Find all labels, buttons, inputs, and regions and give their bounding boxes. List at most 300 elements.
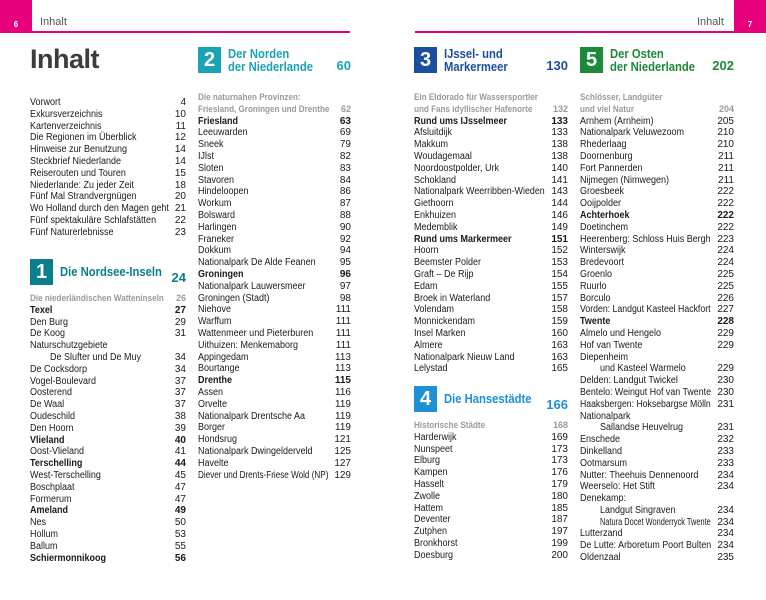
entry-title: Oosterend <box>30 387 73 399</box>
toc-entry[interactable] <box>198 352 351 364</box>
toc-entry[interactable] <box>198 234 351 246</box>
toc-entry[interactable] <box>414 269 568 281</box>
entry-title: Franeker <box>198 233 235 245</box>
entry-title: Diepenheim <box>580 351 629 363</box>
entry-page: 26 <box>175 293 186 303</box>
entry-page: 111 <box>335 327 351 339</box>
entry-page: 88 <box>339 209 351 221</box>
entry-title: Borger <box>198 422 226 434</box>
entry-page: 111 <box>335 304 351 316</box>
header-rule-right <box>415 31 766 33</box>
entry-page: 63 <box>339 115 351 127</box>
entry-page: 15 <box>174 167 186 179</box>
entry-page: 176 <box>551 467 568 479</box>
entry-title: Formerum <box>30 493 72 505</box>
entry-page: 92 <box>339 233 351 245</box>
toc-entry[interactable] <box>30 411 186 423</box>
toc-entry[interactable] <box>198 269 351 281</box>
toc-entry[interactable] <box>580 363 734 375</box>
entry-page: 40 <box>174 434 186 446</box>
entry-page: 141 <box>551 174 568 186</box>
entry-page: 29 <box>174 316 186 328</box>
entry-title: Kampen <box>414 467 448 479</box>
entry-title: Ootmarsum <box>580 457 628 469</box>
section-heading <box>414 47 568 75</box>
entry-title: Hattem <box>414 502 444 514</box>
toc-entry[interactable] <box>414 151 568 163</box>
toc-entry[interactable] <box>580 517 734 529</box>
section-subtitle[interactable] <box>198 92 351 104</box>
toc-entry[interactable] <box>198 363 351 375</box>
entry-title: Enkhuizen <box>414 209 457 221</box>
toc-entry[interactable] <box>580 411 734 423</box>
toc-entry[interactable] <box>198 470 351 482</box>
toc-entry[interactable] <box>580 340 734 352</box>
entry-page: 113 <box>335 363 351 375</box>
toc-entry[interactable] <box>414 363 568 375</box>
toc-entry[interactable] <box>414 139 568 151</box>
toc-entry[interactable] <box>30 305 186 317</box>
entry-page: 12 <box>174 132 186 144</box>
entry-title: Monnickendam <box>414 316 476 328</box>
section-page: 202 <box>712 58 734 73</box>
page-number-tab-left <box>0 0 32 32</box>
toc-entry[interactable] <box>580 198 734 210</box>
entry-title: Nationalpark Dwingelderveld <box>198 445 313 457</box>
entry-title: Woudagemaal <box>414 150 472 162</box>
entry-title: Reiserouten und Touren <box>30 167 126 179</box>
entry-page: 44 <box>174 458 186 470</box>
toc-entry[interactable] <box>414 175 568 187</box>
toc-entry[interactable] <box>414 198 568 210</box>
entry-page: 222 <box>717 186 734 198</box>
toc-entry[interactable] <box>30 144 186 156</box>
entry-page: 222 <box>717 198 734 210</box>
toc-entry[interactable] <box>580 257 734 269</box>
toc-entry[interactable] <box>580 222 734 234</box>
entry-page: 45 <box>174 469 186 481</box>
toc-entry[interactable] <box>580 151 734 163</box>
toc-entry[interactable] <box>30 109 186 121</box>
toc-entry[interactable] <box>580 281 734 293</box>
toc-entry[interactable] <box>580 352 734 364</box>
running-title-left: Inhalt <box>40 16 67 28</box>
entry-title: Harlingen <box>198 221 237 233</box>
toc-entry[interactable] <box>414 352 568 364</box>
entry-page: 230 <box>717 386 734 398</box>
toc-entry[interactable] <box>30 482 186 494</box>
toc-entry[interactable] <box>30 517 186 529</box>
entry-title: Assen <box>198 386 224 398</box>
toc-entry[interactable] <box>30 505 186 517</box>
toc-entry[interactable] <box>30 203 186 215</box>
toc-entry[interactable] <box>198 210 351 222</box>
toc-entry[interactable] <box>198 257 351 269</box>
toc-entry[interactable] <box>30 317 186 329</box>
entry-page: 143 <box>551 186 568 198</box>
entry-page: 211 <box>718 162 734 174</box>
toc-entry[interactable] <box>30 97 186 109</box>
entry-page: 82 <box>339 150 351 162</box>
toc-entry[interactable] <box>30 387 186 399</box>
entry-page: 179 <box>551 478 568 490</box>
toc-entry[interactable] <box>580 304 734 316</box>
section-subtitle[interactable] <box>414 104 568 116</box>
entry-page: 169 <box>551 431 568 443</box>
toc-entry[interactable] <box>198 458 351 470</box>
section-4 <box>414 386 568 562</box>
section-title <box>444 393 532 406</box>
entry-title: Nationalpark Weerribben-Wieden <box>414 186 545 198</box>
toc-entry[interactable] <box>30 494 186 506</box>
entry-title: Hasselt <box>414 478 445 490</box>
entry-page: 158 <box>551 304 568 316</box>
section-subtitle[interactable] <box>198 104 351 116</box>
toc-entry[interactable] <box>580 552 734 564</box>
toc-entry[interactable] <box>414 293 568 305</box>
toc-entry[interactable] <box>30 132 186 144</box>
section-title <box>444 48 508 73</box>
toc-entry[interactable] <box>580 175 734 187</box>
toc-entry[interactable] <box>198 387 351 399</box>
toc-entry[interactable] <box>580 210 734 222</box>
entry-title: Ballum <box>30 540 58 552</box>
entry-page: 154 <box>551 268 568 280</box>
toc-entry[interactable] <box>414 455 568 467</box>
toc-entry[interactable] <box>580 375 734 387</box>
toc-entry[interactable] <box>198 316 351 328</box>
entry-title: Giethoorn <box>414 198 454 210</box>
entry-page: 210 <box>717 127 734 139</box>
entry-page: 132 <box>552 103 568 114</box>
entry-title: Wattenmeer und Pieterburen <box>198 327 314 339</box>
toc-entry[interactable] <box>414 467 568 479</box>
toc-entry[interactable] <box>414 550 568 562</box>
toc-entry[interactable] <box>198 328 351 340</box>
entry-page: 204 <box>718 103 734 114</box>
entry-page: 98 <box>339 292 351 304</box>
toc-entry[interactable] <box>580 127 734 139</box>
toc-entry[interactable] <box>30 328 186 340</box>
toc-entry[interactable] <box>414 432 568 444</box>
toc-entry[interactable] <box>414 222 568 234</box>
toc-entry[interactable] <box>198 293 351 305</box>
toc-entry[interactable] <box>30 458 186 470</box>
toc-entry[interactable] <box>30 423 186 435</box>
entry-page: 165 <box>551 363 568 375</box>
toc-entry[interactable] <box>30 352 186 364</box>
toc-entry[interactable] <box>198 116 351 128</box>
toc-entry[interactable] <box>414 281 568 293</box>
entry-title: Steckbrief Niederlande <box>30 155 122 167</box>
entry-title: Hof van Twente <box>580 339 643 351</box>
entry-title: Harderwijk <box>414 431 457 443</box>
toc-entry[interactable] <box>30 364 186 376</box>
toc-entry[interactable] <box>30 180 186 192</box>
toc-entry[interactable] <box>580 139 734 151</box>
entry-page: 234 <box>717 469 734 481</box>
entry-title: Rhederlaag <box>580 139 627 151</box>
entry-page: 38 <box>174 410 186 422</box>
section-title <box>610 48 695 73</box>
toc-entry[interactable] <box>198 198 351 210</box>
entry-page: 234 <box>717 516 734 528</box>
section-subtitle[interactable] <box>30 293 186 305</box>
entry-page: 200 <box>551 549 568 561</box>
entry-title: Vlieland <box>30 434 65 446</box>
entry-title: Oudeschild <box>30 410 76 422</box>
entry-page: 111 <box>335 316 351 328</box>
toc-entry[interactable] <box>414 328 568 340</box>
entry-title: Denekamp: <box>580 493 627 505</box>
toc-entry[interactable] <box>580 493 734 505</box>
entry-title: Warffum <box>198 316 232 328</box>
toc-entry[interactable] <box>198 446 351 458</box>
toc-entry[interactable] <box>414 491 568 503</box>
entry-page: 37 <box>174 375 186 387</box>
toc-entry[interactable] <box>30 553 186 565</box>
entry-title: Havelte <box>198 457 229 469</box>
entry-title: Twente <box>580 316 611 328</box>
toc-entry[interactable] <box>30 156 186 168</box>
entry-page: 31 <box>174 328 186 340</box>
section-title-line: IJssel- und <box>444 47 503 61</box>
entry-page: 155 <box>551 280 568 292</box>
toc-entry[interactable] <box>580 470 734 482</box>
toc-entry[interactable] <box>580 328 734 340</box>
entry-title: Hondsrug <box>198 434 238 446</box>
entry-title: Borculo <box>580 292 611 304</box>
entry-page: 113 <box>335 351 351 363</box>
toc-entry[interactable] <box>414 479 568 491</box>
entry-title: Nutter: Theehuis Dennenoord <box>580 469 699 481</box>
entry-title: Ein Eldorado für Wassersportler <box>414 92 538 102</box>
section-title-line: der Niederlande <box>610 59 696 74</box>
entry-page: 235 <box>717 552 734 564</box>
toc-entry[interactable] <box>30 399 186 411</box>
entry-title: Groningen <box>198 268 244 280</box>
toc-entry[interactable] <box>198 375 351 387</box>
entry-title: Niederlande: Zu jeder Zeit <box>30 179 135 191</box>
entry-title: Schokland <box>414 174 457 186</box>
toc-entry[interactable] <box>580 540 734 552</box>
toc-entry[interactable] <box>414 316 568 328</box>
toc-entry[interactable] <box>414 245 568 257</box>
section-number-badge: 2 <box>198 47 221 73</box>
toc-entry[interactable] <box>414 526 568 538</box>
entry-page: 197 <box>551 526 568 538</box>
entry-title: Nes <box>30 517 47 529</box>
toc-entry[interactable] <box>414 444 568 456</box>
toc-entry[interactable] <box>198 281 351 293</box>
toc-entry[interactable] <box>580 446 734 458</box>
toc-entry[interactable] <box>580 163 734 175</box>
toc-entry[interactable] <box>30 435 186 447</box>
entry-page: 41 <box>174 446 186 458</box>
entry-page: 234 <box>717 540 734 552</box>
toc-entry[interactable] <box>580 458 734 470</box>
entry-page: 116 <box>335 386 351 398</box>
toc-entry[interactable] <box>414 514 568 526</box>
entry-title: Oost-Vlieland <box>30 446 85 458</box>
entry-page: 20 <box>174 191 186 203</box>
entry-page: 138 <box>551 150 568 162</box>
toc-entry[interactable] <box>198 245 351 257</box>
entry-page: 211 <box>718 150 734 162</box>
toc-entry[interactable] <box>30 121 186 133</box>
toc-entry[interactable] <box>580 234 734 246</box>
entry-title: Fünf Mal Strandvergnügen <box>30 191 137 203</box>
entry-title: Afsluitdijk <box>414 127 453 139</box>
entry-page: 229 <box>717 339 734 351</box>
entry-title: Dokkum <box>198 245 232 257</box>
entry-page: 4 <box>180 97 186 108</box>
entry-page: 83 <box>339 162 351 174</box>
page-number: 7 <box>747 20 753 29</box>
entry-page: 119 <box>335 422 351 434</box>
toc-entry[interactable] <box>30 215 186 227</box>
toc-entry[interactable] <box>198 163 351 175</box>
toc-entry[interactable] <box>30 470 186 482</box>
entry-page: 119 <box>335 398 351 410</box>
section-title-line: der Niederlande <box>228 59 314 74</box>
entry-page: 14 <box>174 144 186 156</box>
section-subtitle[interactable] <box>580 104 734 116</box>
entry-title: Kartenverzeichnis <box>30 120 102 132</box>
toc-entry[interactable] <box>414 234 568 246</box>
entry-title: Sneek <box>198 139 224 151</box>
toc-entry[interactable] <box>414 304 568 316</box>
entry-page: 14 <box>174 155 186 167</box>
entry-page: 231 <box>717 398 734 410</box>
entry-page: 231 <box>717 422 734 434</box>
entry-title: Haaksbergen: Hoksebargse Mölln <box>580 398 711 410</box>
entry-title: Hinweise zur Benutzung <box>30 144 128 156</box>
toc-entry[interactable] <box>580 293 734 305</box>
entry-page: 23 <box>174 226 186 238</box>
toc-entry[interactable] <box>414 210 568 222</box>
toc-entry[interactable] <box>30 376 186 388</box>
entry-title: Bolsward <box>198 209 236 221</box>
entry-title: Den Burg <box>30 316 69 328</box>
toc-entry[interactable] <box>580 116 734 128</box>
toc-entry[interactable] <box>414 186 568 198</box>
section-1 <box>30 259 186 564</box>
entry-title: Oldenzaal <box>580 552 621 564</box>
toc-entry[interactable] <box>580 186 734 198</box>
toc-entry[interactable] <box>198 422 351 434</box>
entry-page: 133 <box>551 115 568 127</box>
entry-page: 97 <box>339 280 351 292</box>
toc-entry[interactable] <box>198 186 351 198</box>
page-number: 6 <box>13 20 19 29</box>
entry-title: Nunspeet <box>414 443 453 455</box>
entry-title: Sloten <box>198 162 224 174</box>
toc-entry[interactable] <box>198 434 351 446</box>
toc-entry[interactable] <box>30 541 186 553</box>
entry-title: Nationalpark Drentsche Aa <box>198 410 306 422</box>
entry-page: 233 <box>717 445 734 457</box>
section-subtitle[interactable] <box>414 420 568 432</box>
entry-title: Noordoostpolder, Urk <box>414 162 500 174</box>
section-title-line: Die Nordsee-Inseln <box>60 265 162 279</box>
entry-title: Drenthe <box>198 375 233 387</box>
toc-entry[interactable] <box>198 222 351 234</box>
toc-entry[interactable] <box>580 422 734 434</box>
toc-entry[interactable] <box>414 127 568 139</box>
toc-entry[interactable] <box>30 168 186 180</box>
entry-page: 232 <box>717 434 734 446</box>
entry-page: 84 <box>339 174 351 186</box>
toc-entry[interactable] <box>580 269 734 281</box>
toc-entry[interactable] <box>30 340 186 352</box>
toc-entry[interactable] <box>414 257 568 269</box>
toc-entry[interactable] <box>198 340 351 352</box>
toc-entry[interactable] <box>580 481 734 493</box>
toc-entry[interactable] <box>30 529 186 541</box>
toc-entry[interactable] <box>198 175 351 187</box>
entry-page: 79 <box>339 139 351 151</box>
toc-entry[interactable] <box>414 163 568 175</box>
entry-title: Natura Docet Wonderryck Twente <box>600 516 711 528</box>
toc-entry[interactable] <box>198 139 351 151</box>
entry-page: 210 <box>717 139 734 151</box>
entry-title: Wo Holland durch den Magen geht <box>30 203 169 215</box>
section-title <box>60 266 162 279</box>
toc-entry[interactable] <box>580 387 734 399</box>
toc-entry[interactable] <box>414 116 568 128</box>
entry-title: Almelo und Hengelo <box>580 327 662 339</box>
toc-entry[interactable] <box>198 411 351 423</box>
entry-page: 225 <box>717 268 734 280</box>
entry-title: Heerenberg: Schloss Huis Bergh <box>580 233 711 245</box>
section-page: 24 <box>171 270 186 285</box>
toc-entry[interactable] <box>30 191 186 203</box>
section-subtitle[interactable] <box>580 92 734 104</box>
entry-page: 56 <box>174 552 186 564</box>
entry-page: 233 <box>717 457 734 469</box>
toc-entry[interactable] <box>30 227 186 239</box>
entry-page: 47 <box>174 493 186 505</box>
entry-page: 90 <box>339 221 351 233</box>
toc-entry[interactable] <box>198 151 351 163</box>
toc-entry[interactable] <box>414 340 568 352</box>
entry-title: Graft – De Rijp <box>414 268 474 280</box>
entry-title: Stavoren <box>198 174 235 186</box>
toc-entry[interactable] <box>198 399 351 411</box>
entry-page: 222 <box>717 221 734 233</box>
toc-entry[interactable] <box>414 503 568 515</box>
entry-title: Elburg <box>414 455 441 467</box>
section-subtitle[interactable] <box>414 92 568 104</box>
toc-entry[interactable] <box>580 316 734 328</box>
toc-entry[interactable] <box>30 446 186 458</box>
toc-entry[interactable] <box>198 127 351 139</box>
toc-entry[interactable] <box>580 528 734 540</box>
entry-page: 152 <box>551 245 568 257</box>
entry-page: 234 <box>717 504 734 516</box>
toc-entry[interactable] <box>580 245 734 257</box>
toc-entry[interactable] <box>414 538 568 550</box>
toc-entry[interactable] <box>580 434 734 446</box>
entry-title: Historische Städte <box>414 420 486 430</box>
section-title-line: Der Norden <box>228 47 290 61</box>
entry-title: Nationalpark Lauwersmeer <box>198 280 306 292</box>
toc-entry[interactable] <box>580 399 734 411</box>
entry-title: Bentelo: Weingut Hof van Twente <box>580 386 712 398</box>
toc-entry[interactable] <box>198 304 351 316</box>
toc-entry[interactable] <box>580 505 734 517</box>
